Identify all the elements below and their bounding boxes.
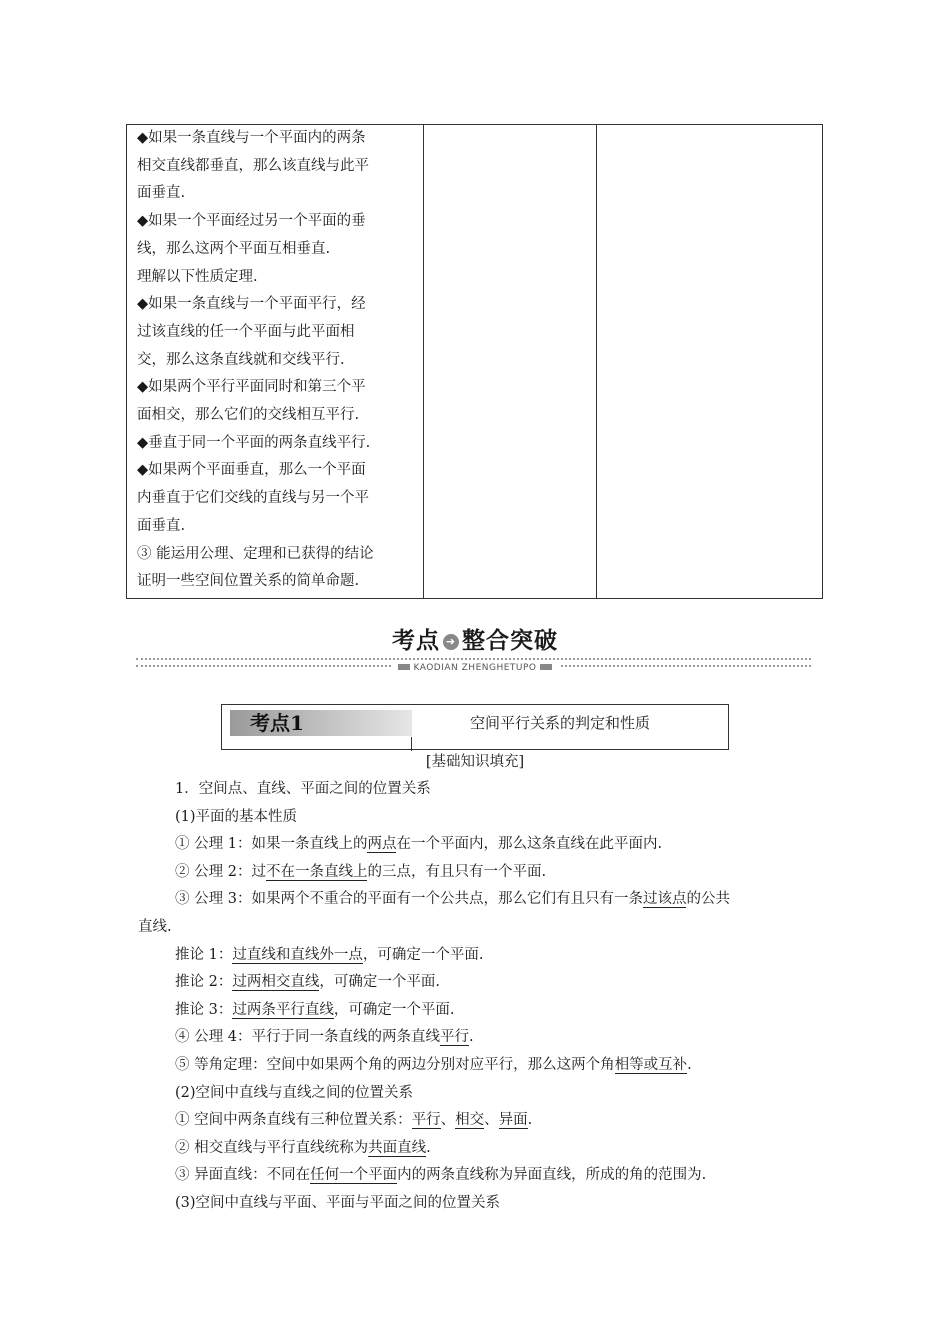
table-line: 内垂直于它们交线的直线与另一个平 xyxy=(137,490,369,507)
table-line: 线，那么这两个平面互相垂直. xyxy=(137,240,331,257)
body-line: ① 空间中两条直线有三种位置关系：平行、相交、异面. xyxy=(175,1112,533,1128)
body-line: ③ 异面直线：不同在任何一个平面内的两条直线称为异面直线，所成的角的范围为. xyxy=(175,1167,707,1183)
table-divider xyxy=(596,125,597,598)
topic-tick xyxy=(411,737,412,751)
banner-title-left: 考点 xyxy=(392,628,440,654)
table-line: ◆如果一条直线与一个平面内的两条 xyxy=(137,130,366,146)
requirements-table xyxy=(126,124,823,599)
table-cell-left xyxy=(137,125,423,596)
table-line: 面垂直. xyxy=(137,517,186,534)
table-line: ③ 能运用公理、定理和已获得的结论 xyxy=(137,545,374,562)
body-line: 推论 2：过两相交直线，可确定一个平面. xyxy=(175,974,440,990)
body-line: ⑤ 等角定理：空间中如果两个角的两边分别对应平行，那么这两个角相等或互补. xyxy=(175,1057,692,1073)
table-line: ◆如果一条直线与一个平面平行，经 xyxy=(137,296,366,313)
topic-tag xyxy=(230,710,412,736)
body-line: ④ 公理 4：平行于同一条直线的两条直线平行. xyxy=(175,1029,474,1045)
banner-subtitle-text: KAODIAN ZHENGHETUPO xyxy=(391,663,558,673)
body-line: 直线. xyxy=(138,919,172,935)
arrow-icon: ➜ xyxy=(443,634,459,650)
table-line: 相交直线都垂直，那么该直线与此平 xyxy=(137,157,369,174)
table-line: ◆如果两个平行平面同时和第三个平 xyxy=(137,379,366,396)
fill-label: [基础知识填充] xyxy=(425,754,525,770)
table-line: 理解以下性质定理. xyxy=(137,268,258,285)
table-line: ◆垂直于同一个平面的两条直线平行. xyxy=(137,434,371,451)
table-line: 面垂直. xyxy=(137,185,186,202)
body-line: 1．空间点、直线、平面之间的位置关系 xyxy=(175,781,431,797)
banner-subtitle xyxy=(0,655,950,674)
body-line: ③ 公理 3：如果两个不重合的平面有一个公共点，那么它们有且只有一条过该点的公共 xyxy=(175,891,730,907)
table-line: 交，那么这条直线就和交线平行. xyxy=(137,351,345,368)
banner-title-right: 整合突破 xyxy=(462,628,558,654)
body-line: 推论 3：过两条平行直线，可确定一个平面. xyxy=(175,1002,455,1018)
body-line: (2)空间中直线与直线之间的位置关系 xyxy=(175,1085,414,1101)
topic-title: 空间平行关系的判定和性质 xyxy=(470,714,651,732)
table-line: ◆如果一个平面经过另一个平面的垂 xyxy=(137,213,366,230)
table-line: 面相交，那么它们的交线相互平行. xyxy=(137,407,360,424)
table-line: 证明一些空间位置关系的简单命题. xyxy=(137,573,360,590)
body-line: ② 公理 2：过不在一条直线上的三点，有且只有一个平面. xyxy=(175,864,547,880)
body-line: ① 公理 1：如果一条直线上的两点在一个平面内，那么这条直线在此平面内. xyxy=(175,836,663,852)
body-line: 推论 1：过直线和直线外一点，可确定一个平面. xyxy=(175,947,484,963)
section-banner-title xyxy=(0,622,950,655)
table-line: 过该直线的任一个平面与此平面相 xyxy=(137,323,355,340)
body-line: (1)平面的基本性质 xyxy=(175,809,298,825)
table-line: ◆如果两个平面垂直，那么一个平面 xyxy=(137,462,366,479)
topic-tag-label: 考点1 xyxy=(250,711,304,735)
topic-header-box xyxy=(221,704,729,750)
body-line: (3)空间中直线与平面、平面与平面之间的位置关系 xyxy=(175,1195,501,1211)
body-line: ② 相交直线与平行直线统称为共面直线. xyxy=(175,1140,431,1156)
table-divider xyxy=(423,125,424,598)
